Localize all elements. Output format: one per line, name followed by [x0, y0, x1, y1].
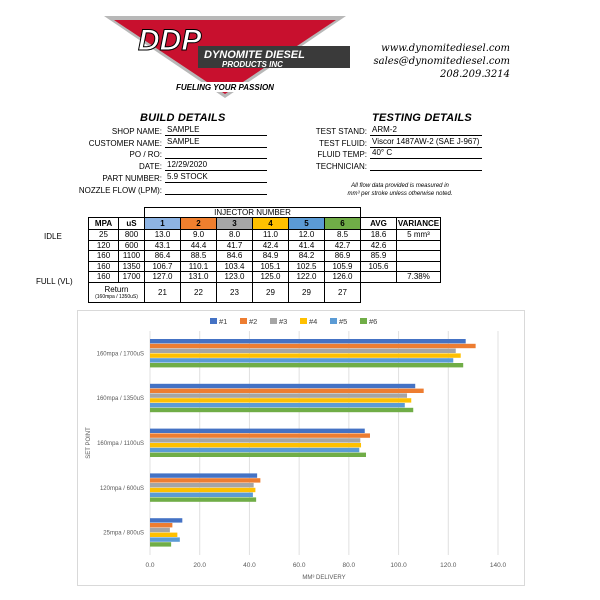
test-field-label: TEST STAND: — [315, 127, 367, 136]
return-label-cell — [89, 282, 145, 302]
table-cell: 86.9 — [325, 251, 361, 262]
testing-details-title: TESTING DETAILS — [372, 112, 472, 124]
table-header-cell: 6 — [325, 218, 361, 230]
chart-bar — [150, 363, 463, 367]
test-field-row — [290, 160, 482, 171]
x-tick-label: 20.0 — [193, 562, 207, 569]
test-field-label: FLUID TEMP: — [317, 150, 367, 160]
chart-bar — [150, 429, 365, 433]
y-category-label: 160mpa / 1350uS — [96, 396, 144, 403]
table-cell: 105.1 — [253, 261, 289, 272]
x-tick-label: 140.0 — [489, 562, 507, 569]
build-field-row — [55, 148, 267, 159]
table-row — [89, 251, 441, 262]
flow-note-line2: mm³ per stroke unless otherwise noted. — [347, 191, 453, 197]
test-field-value[interactable]: ARM-2 — [370, 125, 482, 136]
table-cell: 43.1 — [145, 240, 181, 251]
table-cell: 160 — [89, 261, 119, 272]
build-field-value[interactable]: 5.9 STOCK — [165, 172, 267, 183]
return-value-cell: 29 — [253, 282, 289, 302]
chart-bar — [150, 537, 180, 541]
build-field-label: SHOP NAME: — [111, 127, 162, 136]
table-cell: 12.0 — [289, 230, 325, 241]
table-cell: 106.7 — [145, 261, 181, 272]
table-cell: 11.0 — [253, 230, 289, 241]
table-cell: 125.0 — [253, 272, 289, 283]
chart-bar — [150, 478, 260, 482]
test-field-row — [290, 148, 482, 159]
table-cell: 7.38% — [397, 272, 441, 283]
table-cell: 84.6 — [217, 251, 253, 262]
chart-bar — [150, 339, 466, 343]
table-group-header-row — [89, 208, 441, 218]
build-field-row — [55, 160, 267, 171]
x-tick-label: 40.0 — [243, 562, 256, 569]
phone-number: 208.209.3214 — [440, 69, 510, 80]
return-sublabel: (160mpa / 1350uS) — [95, 293, 138, 300]
test-field-label: TECHNICIAN: — [315, 162, 367, 172]
full-label: FULL (VL) — [36, 277, 73, 286]
build-field-row — [55, 125, 267, 136]
legend-swatch — [360, 318, 367, 324]
build-field-value[interactable]: SAMPLE — [165, 125, 267, 136]
legend-label: #1 — [219, 317, 228, 326]
build-field-value[interactable]: SAMPLE — [165, 137, 267, 148]
chart-bar — [150, 353, 461, 357]
table-cell: 102.5 — [289, 261, 325, 272]
chart-bar — [150, 433, 370, 437]
build-field-label: CUSTOMER NAME: — [88, 138, 162, 148]
build-field-value[interactable]: 12/29/2020 — [165, 160, 267, 171]
return-value-cell: 21 — [145, 282, 181, 302]
test-field-value[interactable]: 40° C — [370, 148, 482, 159]
table-cell: 86.4 — [145, 251, 181, 262]
chart-bar — [150, 398, 411, 402]
legend-swatch — [330, 318, 337, 324]
test-field-label: TEST FLUID: — [319, 138, 367, 148]
table-cell: 160 — [89, 251, 119, 262]
table-row — [89, 230, 441, 241]
y-category-label: 160mpa / 1700uS — [96, 351, 144, 358]
return-value-cell: 22 — [181, 282, 217, 302]
legend-label: #5 — [339, 317, 348, 326]
y-axis-title: SET POINT — [86, 427, 92, 459]
y-category-label: 25mpa / 800uS — [103, 530, 144, 537]
build-field-row — [55, 184, 267, 195]
table-cell: 41.7 — [217, 240, 253, 251]
table-header-cell: VARIANCE — [397, 219, 440, 228]
ddp-logo — [100, 16, 350, 98]
idle-label: IDLE — [44, 232, 62, 241]
table-row — [89, 261, 441, 272]
x-tick-label: 0.0 — [145, 562, 155, 569]
table-cell: 5 mm³ — [397, 230, 441, 241]
table-cell: 105.9 — [325, 261, 361, 272]
table-cell: 1700 — [119, 272, 145, 283]
table-cell: 120 — [89, 240, 119, 251]
legend-swatch — [240, 318, 247, 324]
flow-chart-svg — [78, 311, 526, 587]
table-cell: 600 — [119, 240, 145, 251]
table-row — [89, 272, 441, 283]
table-cell: 127.0 — [145, 272, 181, 283]
flow-chart — [77, 310, 525, 586]
chart-bar — [150, 533, 177, 537]
x-tick-label: 60.0 — [292, 562, 306, 569]
x-axis-title: MM³ DELIVERY — [302, 575, 346, 581]
return-value-cell: 23 — [217, 282, 253, 302]
chart-bar — [150, 389, 424, 393]
table-header-cell: uS — [119, 218, 145, 230]
table-cell: 42.6 — [361, 240, 397, 251]
table-cell: 131.0 — [181, 272, 217, 283]
table-cell: 25 — [89, 230, 119, 241]
table-header-cell: 4 — [253, 218, 289, 230]
legend-swatch — [270, 318, 277, 324]
return-label: Return — [104, 284, 129, 294]
test-field-row — [290, 125, 482, 136]
chart-bar — [150, 493, 253, 497]
chart-bar — [150, 344, 476, 348]
chart-bar — [150, 523, 172, 527]
table-cell: 41.4 — [289, 240, 325, 251]
build-field-label: DATE: — [139, 162, 162, 172]
chart-bar — [150, 403, 405, 407]
table-cell: 160 — [89, 272, 119, 283]
table-cell: 8.5 — [325, 230, 361, 241]
logo-name-line1: DYNOMITE DIESEL — [204, 49, 305, 61]
legend-swatch — [210, 318, 217, 324]
build-field-row — [55, 137, 267, 148]
test-field-value[interactable]: Viscor 1487AW-2 (SAE J-967) — [370, 137, 482, 148]
chart-bar — [150, 497, 256, 501]
logo-slogan: FUELING YOUR PASSION — [176, 83, 274, 92]
logo-initials: DDP — [138, 24, 202, 57]
table-cell: 800 — [119, 230, 145, 241]
legend-label: #4 — [309, 317, 318, 326]
x-tick-label: 120.0 — [440, 562, 457, 569]
legend-swatch — [300, 318, 307, 324]
build-field-row — [55, 172, 267, 183]
build-field-label: NOZZLE FLOW (LPM): — [78, 185, 162, 195]
table-cell: 122.0 — [289, 272, 325, 283]
table-header-cell: 2 — [181, 218, 217, 230]
table-cell: 1100 — [119, 251, 145, 262]
chart-bar — [150, 443, 361, 447]
return-value-cell: 29 — [289, 282, 325, 302]
test-field-row — [290, 137, 482, 148]
table-cell: 123.0 — [217, 272, 253, 283]
table-cell: 105.6 — [361, 261, 397, 272]
table-cell: 8.0 — [217, 230, 253, 241]
table-cell: 84.2 — [289, 251, 325, 262]
flow-data-note — [332, 182, 468, 198]
build-details-title: BUILD DETAILS — [140, 112, 226, 124]
table-cell: 103.4 — [217, 261, 253, 272]
chart-bar — [150, 349, 456, 353]
build-field-value[interactable] — [165, 148, 267, 159]
chart-bar — [150, 483, 254, 487]
table-cell — [397, 240, 441, 251]
x-tick-label: 100.0 — [390, 562, 407, 569]
build-field-value[interactable] — [165, 184, 267, 195]
logo-name-line2: PRODUCTS INC — [222, 60, 283, 69]
table-header-row — [89, 218, 441, 230]
table-cell: 84.9 — [253, 251, 289, 262]
x-tick-label: 80.0 — [342, 562, 356, 569]
table-cell: 110.1 — [181, 261, 217, 272]
injector-flow-table — [88, 207, 441, 303]
build-field-label: PO / RO: — [129, 150, 162, 160]
chart-bar — [150, 384, 415, 388]
chart-bar — [150, 408, 413, 412]
website-link[interactable]: www.dynomitediesel.com — [381, 43, 510, 54]
table-header-cell: 5 — [289, 218, 325, 230]
chart-bar — [150, 528, 170, 532]
chart-bar — [150, 488, 255, 492]
contact-info — [360, 42, 510, 81]
test-field-value[interactable] — [370, 160, 482, 171]
table-cell: 42.4 — [253, 240, 289, 251]
chart-bar — [150, 518, 182, 522]
injector-number-header: INJECTOR NUMBER — [145, 208, 361, 218]
table-cell: 1350 — [119, 261, 145, 272]
table-header-cell: 1 — [145, 218, 181, 230]
chart-bar — [150, 393, 407, 397]
flow-note-line1: All flow data provided is measured in — [351, 183, 449, 189]
return-row — [89, 282, 441, 302]
table-cell: 9.0 — [181, 230, 217, 241]
y-category-label: 120mpa / 600uS — [99, 485, 144, 492]
chart-bar — [150, 358, 453, 362]
table-cell: 85.9 — [361, 251, 397, 262]
table-cell: 44.4 — [181, 240, 217, 251]
return-value-cell: 27 — [325, 282, 361, 302]
table-cell: 126.0 — [325, 272, 361, 283]
table-header-cell: AVG — [361, 218, 397, 230]
table-cell: 42.7 — [325, 240, 361, 251]
table-cell — [397, 251, 441, 262]
table-cell — [397, 261, 441, 272]
chart-bar — [150, 473, 257, 477]
chart-bar — [150, 448, 359, 452]
build-field-label: PART NUMBER: — [102, 173, 162, 183]
legend-label: #3 — [279, 317, 288, 326]
table-row — [89, 240, 441, 251]
table-cell: 88.5 — [181, 251, 217, 262]
table-header-cell: MPA — [89, 218, 119, 230]
legend-label: #2 — [249, 317, 258, 326]
table-cell — [361, 272, 397, 283]
table-cell: 18.6 — [361, 230, 397, 241]
table-header-cell: 3 — [217, 218, 253, 230]
chart-bar — [150, 453, 366, 457]
table-cell: 13.0 — [145, 230, 181, 241]
legend-label: #6 — [369, 317, 378, 326]
chart-bar — [150, 438, 360, 442]
y-category-label: 160mpa / 1100uS — [97, 441, 144, 447]
email-link[interactable]: sales@dynomitediesel.com — [373, 56, 510, 67]
chart-bar — [150, 542, 171, 546]
